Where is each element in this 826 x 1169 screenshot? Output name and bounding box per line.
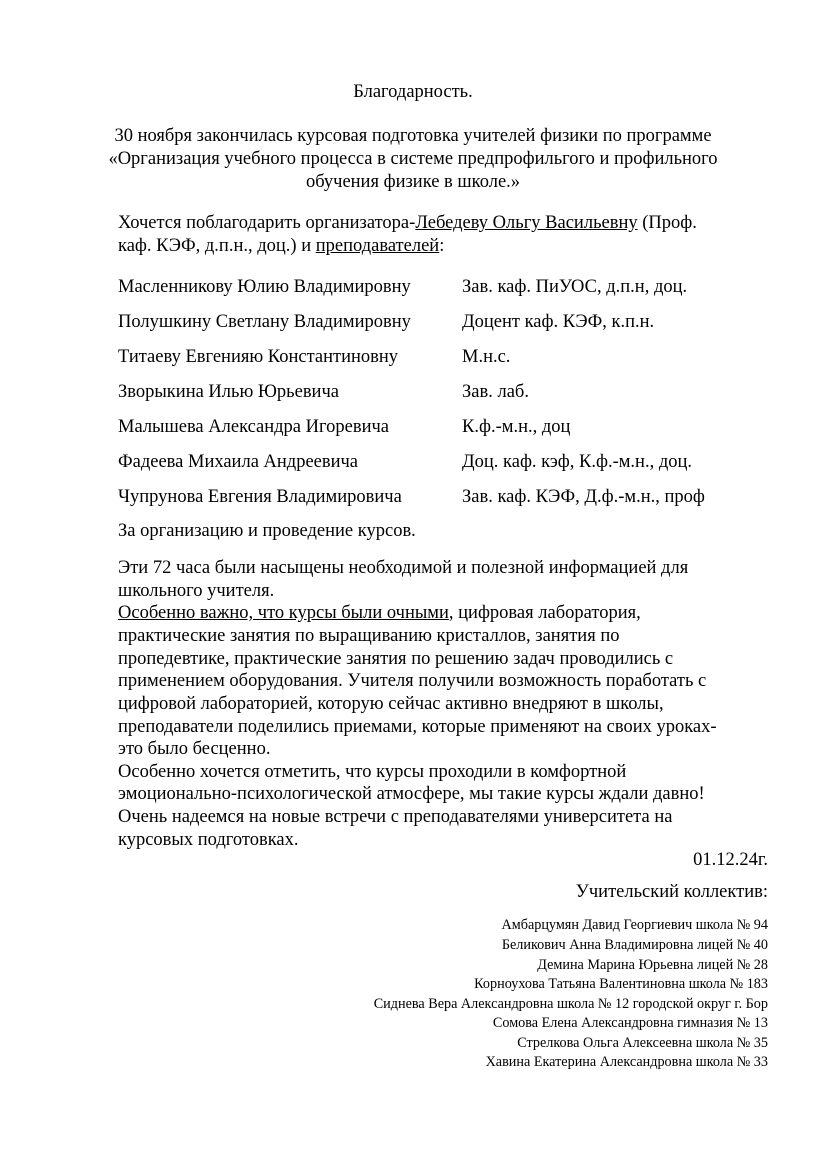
signature-line: Корноухова Татьяна Валентиновна школа № 183 [474,976,768,992]
signature-line: Амбарцумян Давид Георгиевич школа № 94 [501,917,768,933]
signature-line: Демина Марина Юрьевна лицей № 28 [537,957,768,973]
body-line: Эти 72 часа были насыщены необходимой и полезной информацией для [118,558,689,578]
document-date: 01.12.24г. [693,850,768,870]
teacher-role: Зав. лаб. [462,382,529,402]
signature-line: Стрелкова Ольга Алексеевна школа № 35 [517,1035,768,1051]
intro-prefix-2: каф. КЭФ, д.п.н., доц.) и [118,236,316,256]
organization-thanks: За организацию и проведение курсов. [118,521,416,541]
body-line: курсовых подготовках. [118,830,299,850]
teacher-name: Масленникову Юлию Владимировну [118,277,411,297]
collective-heading: Учительский коллектив: [575,882,768,902]
body-line: эмоционально-психологической атмосфере, мы такие курсы ждали давно! [118,784,705,804]
intro-prefix: Хочется поблагодарить организатора- [118,213,416,233]
teacher-name: Чупрунова Евгения Владимировича [118,487,402,507]
emphasis-line [118,601,641,625]
subtitle-line: 30 ноября закончилась курсовая подготовка учителей физики по программе [114,126,712,146]
emphasis-underlined: Особенно важно, что курсы были очными [118,603,449,623]
signature-line: Сомова Елена Александровна гимназия № 13 [492,1015,768,1031]
intro-suffix-2: : [439,236,445,256]
teacher-name: Полушкину Светлану Владимировну [118,312,411,332]
subtitle-line: обучения физике в школе.» [305,172,521,192]
subtitle-line: «Организация учебного процесса в системе предпрофильгого и профильного [108,149,718,169]
teacher-role: Зав. каф. ПиУОС, д.п.н, доц. [462,277,688,297]
body-line: пропедевтике, практические занятия по решению задач проводились с [118,649,674,669]
teacher-role: М.н.с. [462,347,511,367]
intro-line-2 [118,234,444,258]
teacher-role: Доцент каф. КЭФ, к.п.н. [462,312,655,332]
teachers-word: преподавателей [315,236,440,256]
body-line: Очень надеемся на новые встречи с преподавателями университета на [118,807,673,827]
intro-line-1 [118,211,697,235]
body-line: применением оборудования. Учителя получили возможность поработать с [118,671,707,691]
emphasis-rest: , цифровая лаборатория, [448,603,641,623]
body-line: Особенно хочется отметить, что курсы проходили в комфортной [118,762,627,782]
signature-line: Хавина Екатерина Александровна школа № 33 [485,1054,768,1070]
signature-line: Сиднева Вера Александровна школа № 12 городской округ г. Бор [373,996,768,1012]
body-line: школьного учителя. [118,581,275,601]
teacher-name: Титаеву Евгенияю Константиновну [118,347,399,367]
body-line: это было бесценно. [118,739,271,759]
teacher-role: Зав. каф. КЭФ, Д.ф.-м.н., проф [462,487,705,507]
body-line: преподаватели поделились приемами, которые применяют на своих уроках- [118,717,717,737]
body-line: цифровой лабораторией, которую сейчас активно внедряют в школы, [118,694,664,714]
teacher-role: К.ф.-м.н., доц [462,417,571,437]
intro-suffix: (Проф. [637,213,697,233]
teacher-name: Зворыкина Илью Юрьевича [118,382,339,402]
teacher-role: Доц. каф. кэф, К.ф.-м.н., доц. [462,452,693,472]
signature-line: Беликович Анна Владимировна лицей № 40 [501,937,768,953]
teacher-name: Фадеева Михаила Андреевича [118,452,359,472]
body-line: практические занятия по выращиванию кристаллов, занятия по [118,626,620,646]
teacher-name: Малышева Александра Игоревича [118,417,389,437]
document-title: Благодарность. [353,82,473,102]
organizer-name: Лебедеву Ольгу Васильевну [415,213,638,233]
